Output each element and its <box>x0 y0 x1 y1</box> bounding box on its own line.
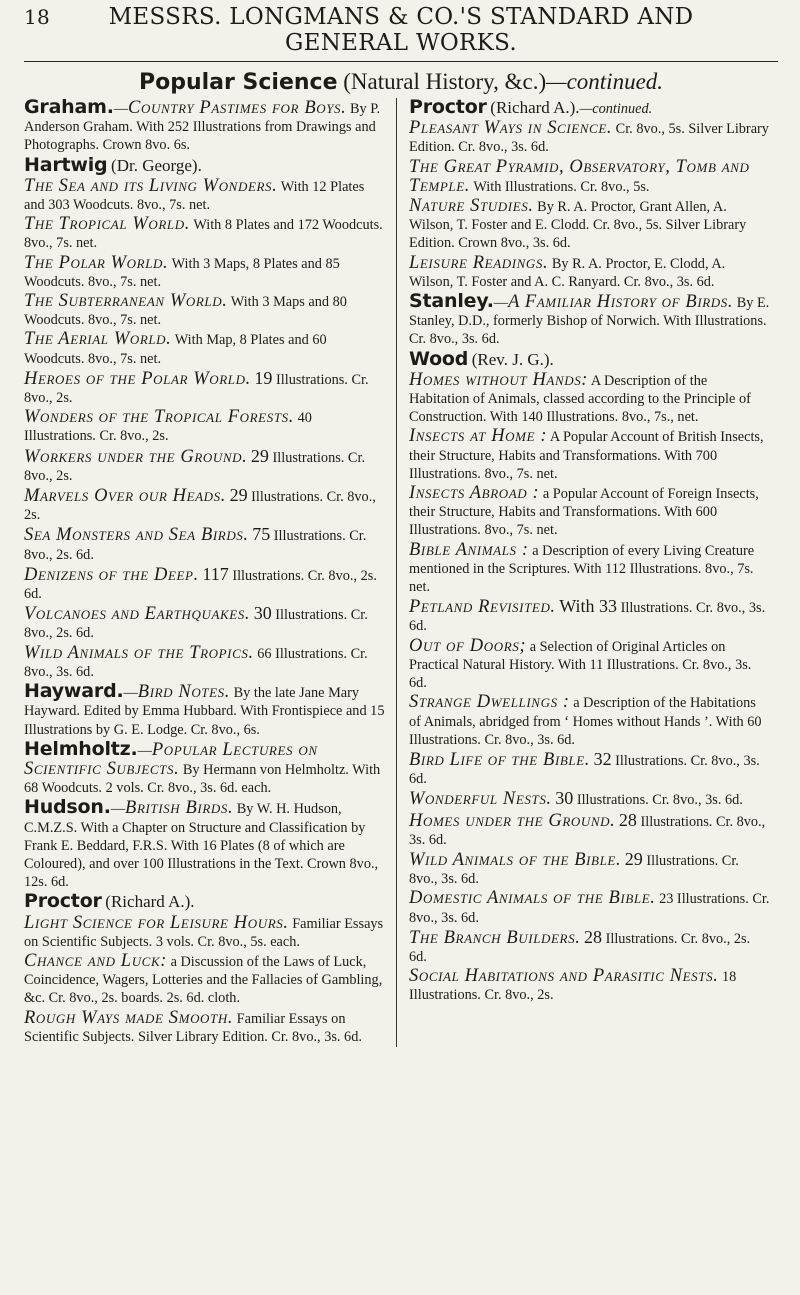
book-desc: With 3 Maps and 80 Woodcuts. 8vo., 7s. net. <box>24 294 347 329</box>
book-title: Domestic Animals of the Bible. <box>409 888 656 909</box>
book-title: The Sea and its Living Wonders. <box>24 175 278 196</box>
author-ext: (Dr. George). <box>111 155 202 175</box>
book-title: Insects at Home : <box>409 426 548 447</box>
book-entry <box>409 484 771 540</box>
book-list-proctor-cont <box>409 119 771 291</box>
book-title: Bird Life of the Bible. <box>409 749 591 770</box>
book-title: Denizens of the Deep. <box>24 564 199 585</box>
entry-proctor-author <box>24 892 386 912</box>
book-title: The Great Pyramid, Observatory, Tomb and Temple. <box>409 156 750 196</box>
book-desc: 23 Illustrations. Cr. 8vo., 3s. 6d. <box>409 891 770 926</box>
section-main: Popular Science <box>138 70 338 95</box>
book-list-wood <box>409 371 771 1005</box>
book-title: Workers under the Ground. <box>24 446 248 467</box>
book-title: Wonderful Nests. <box>409 789 552 810</box>
book-title: A Familiar History of Birds. <box>508 292 734 313</box>
book-entry <box>409 158 771 196</box>
book-entry <box>24 644 386 681</box>
book-entry <box>409 928 771 966</box>
book-desc: 40 Illustrations. Cr. 8vo., 2s. <box>24 410 312 445</box>
book-title: Homes under the Ground. <box>409 810 616 831</box>
book-title: British Birds. <box>125 798 234 819</box>
illustration-count: With 33 <box>559 596 618 617</box>
book-entry <box>409 850 771 888</box>
book-title: Popular Lectures on Scientific Subjects. <box>24 739 318 779</box>
book-desc: By R. A. Proctor, Grant Allen, A. Wilson, T. Foster and E. Clodd. Cr. 8vo., 5s. Silver Library Edition. Crown 8vo., 3s. 6d. <box>409 199 747 252</box>
book-title: Homes without Hands: <box>409 369 589 390</box>
book-list-proctor <box>24 914 386 1046</box>
right-column <box>397 98 771 1047</box>
entry-hartwig-author <box>24 153 386 176</box>
book-entry <box>24 177 386 214</box>
book-title: Pleasant Ways in Science. <box>409 118 613 139</box>
book-entry <box>409 371 771 427</box>
entry-helmholtz <box>24 737 386 798</box>
author-ext: (Rev. J. G.). <box>471 349 554 369</box>
book-desc: Illustrations. Cr. 8vo., 2s. 6d. <box>409 930 751 965</box>
illustration-count: 19 <box>254 367 273 388</box>
book-title: Light Science for Leisure Hours. <box>24 912 289 933</box>
book-entry <box>24 565 386 603</box>
author-name: Helmholtz. <box>24 737 138 760</box>
book-desc: A Description of the Habitation of Animals, classed according to the Principle of Construction. With 140 Illustrations. 8vo., 7s., net. <box>409 372 751 426</box>
book-desc: a Selection of Original Articles on Practical Natural History. With 11 Illustrations. Cr. 8vo., 3s. 6d. <box>409 638 752 692</box>
book-entry <box>409 637 771 693</box>
book-title: Out of Doors; <box>409 635 527 656</box>
illustration-count: 117 <box>202 563 229 584</box>
illustration-count: 29 <box>250 445 269 466</box>
book-desc: Illustrations. Cr. 8vo., 2s. <box>24 489 376 524</box>
book-desc: Illustrations. Cr. 8vo., 3s. 6d. <box>409 852 739 888</box>
book-desc: By the late Jane Mary Hayward. Edited by Emma Hubbard. With Frontispiece and 15 Illustrations by G. E. Lodge. Cr. 8vo., 6s. <box>24 685 385 738</box>
book-desc: With 3 Maps, 8 Plates and 85 Woodcuts. 8vo., 7s. net. <box>24 255 340 290</box>
book-entry <box>24 525 386 563</box>
author-name: Proctor <box>409 96 487 118</box>
entry-stanley <box>409 292 771 349</box>
illustration-count: 75 <box>252 524 271 545</box>
book-title: Insects Abroad : <box>409 483 540 504</box>
book-title: The Polar World. <box>24 252 169 273</box>
book-title: Country Pastimes for Boys. <box>128 98 347 118</box>
illustration-count: 30 <box>555 788 574 809</box>
book-desc: By E. Stanley, D.D., formerly Bishop of Norwich. With Illustrations. Cr. 8vo., 3s. 6d. <box>409 295 770 348</box>
book-desc: Illustrations. Cr. 8vo., 2s. 6d. <box>24 528 367 563</box>
book-title: Strange Dwellings : <box>409 692 570 713</box>
book-title: Sea Monsters and Sea Birds. <box>24 525 249 546</box>
author-name: Proctor <box>24 890 102 913</box>
running-header <box>24 4 778 62</box>
book-title: Volcanoes and Earthquakes. <box>24 604 251 625</box>
book-desc: With Illustrations. Cr. 8vo., 5s. <box>473 178 650 195</box>
book-entry <box>24 1009 386 1046</box>
book-desc: Illustrations. Cr. 8vo., 2s. <box>24 371 369 407</box>
book-entry <box>24 914 386 951</box>
section-continued: —continued. <box>546 69 664 94</box>
author-name: Stanley. <box>409 290 494 313</box>
book-entry <box>409 541 771 597</box>
book-desc: Illustrations. Cr. 8vo., 2s. 6d. <box>24 607 368 642</box>
book-entry <box>409 750 771 788</box>
book-list-hartwig <box>24 177 386 681</box>
author-name: Wood <box>409 347 469 370</box>
book-desc: Cr. 8vo., 5s. Silver Library Edition. Cr. 8vo., 3s. 6d. <box>409 121 769 156</box>
book-desc: Illustrations. Cr. 8vo., 3s. 6d. <box>409 813 766 848</box>
book-title: Petland Revisited. <box>409 597 556 618</box>
book-title: Social Habitations and Parasitic Nests. <box>409 966 719 987</box>
entry-proctor-cont-author <box>409 98 771 118</box>
book-desc: By P. Anderson Graham. With 252 Illustrations from Drawings and Photographs. Crown 8vo. 6s. <box>24 101 381 154</box>
book-desc: With Map, 8 Plates and 60 Woodcuts. 8vo., 7s. net. <box>24 332 327 367</box>
book-desc: Illustrations. Cr. 8vo., 2s. <box>24 449 366 484</box>
author-name: Hudson. <box>24 796 111 819</box>
illustration-count: 28 <box>618 809 637 830</box>
dash: — <box>113 101 129 117</box>
book-entry <box>24 254 386 291</box>
book-desc: Familiar Essays on Scientific Subjects. Silver Library Edition. Cr. 8vo., 3s. 6d. <box>24 1010 362 1045</box>
book-title: The Aerial World. <box>24 329 172 350</box>
book-desc: By Hermann von Helmholtz. With 68 Woodcuts. 2 vols. Cr. 8vo., 3s. 6d. each. <box>24 761 381 797</box>
book-desc: 18 Illustrations. Cr. 8vo., 2s. <box>409 969 737 1004</box>
book-title: The Tropical World. <box>24 214 190 235</box>
book-desc: Illustrations. Cr. 8vo., 3s. 6d. <box>409 600 766 635</box>
book-title: Wonders of the Tropical Forests. <box>24 407 294 428</box>
book-desc: Illustrations. Cr. 8vo., 3s. 6d. <box>576 792 743 809</box>
author-name: Hartwig <box>24 153 108 176</box>
continued-label: —continued. <box>579 101 653 117</box>
entry-graham <box>24 98 386 155</box>
book-desc: Familiar Essays on Scientific Subjects. 3 vols. Cr. 8vo., 5s. each. <box>24 915 384 950</box>
entry-hayward <box>24 682 386 739</box>
book-title: Leisure Readings. <box>409 252 549 273</box>
two-column-body <box>24 98 778 1047</box>
book-desc: a Discussion of the Laws of Luck, Coincidence, Wagers, Lotteries and the Fallacies of Gambling, &c. Cr. 8vo., 2s. boards. 2s. 6d. cloth. <box>24 953 383 1007</box>
entry-hudson <box>24 798 386 891</box>
running-title: MESSRS. LONGMANS & CO.'S STANDARD AND GENERAL WORKS. <box>108 4 694 56</box>
book-entry <box>24 952 386 1008</box>
entry-wood-author <box>409 347 771 370</box>
section-sub: (Natural History, &c.) <box>343 69 547 94</box>
author-name: Hayward. <box>24 680 124 703</box>
book-desc: a Description of the Habitations of Animals, abridged from ‘ Homes without Hands ’. With 60 Illustrations. Cr. 8vo., 3s. 6d. <box>409 695 762 748</box>
illustration-count: 29 <box>229 485 248 506</box>
book-entry <box>24 486 386 524</box>
book-entry <box>409 197 771 253</box>
book-desc: By R. A. Proctor, E. Clodd, A. Wilson, T. Foster and A. C. Ranyard. Cr. 8vo., 3s. 6d. <box>409 255 726 290</box>
dash: — <box>493 295 509 312</box>
book-desc: 66 Illustrations. Cr. 8vo., 3s. 6d. <box>24 645 368 680</box>
author-ext: (Richard A.). <box>490 98 580 117</box>
book-desc: With 8 Plates and 172 Woodcuts. 8vo., 7s. net. <box>24 217 383 252</box>
book-desc: With 12 Plates and 303 Woodcuts. 8vo., 7s. net. <box>24 178 365 214</box>
book-entry <box>409 597 771 635</box>
book-entry <box>409 967 771 1004</box>
book-title: Chance and Luck: <box>24 950 167 971</box>
book-entry <box>24 292 386 329</box>
book-entry <box>409 693 771 749</box>
book-entry <box>24 604 386 642</box>
book-entry <box>409 254 771 291</box>
author-name: Graham. <box>24 96 114 118</box>
book-desc: Illustrations. Cr. 8vo., 2s. 6d. <box>24 567 377 603</box>
book-title: Heroes of the Polar World. <box>24 368 251 389</box>
book-title: Bird Notes. <box>137 682 231 703</box>
book-entry <box>24 330 386 367</box>
page-number: 18 <box>24 5 51 29</box>
book-entry <box>409 811 771 849</box>
dash: — <box>110 801 126 818</box>
book-desc: a Description of every Living Creature mentioned in the Scriptures. With 112 Illustrations. 8vo., 7s. net. <box>409 542 755 596</box>
book-desc: A Popular Account of British Insects, their Structure, Habits and Transformations. With 700 Illustrations. 8vo., 7s. net. <box>409 429 764 482</box>
book-title: Rough Ways made Smooth. <box>24 1007 234 1028</box>
book-desc: a Popular Account of Foreign Insects, their Structure, Habits and Transformations. With 600 Illustrations. 8vo., 7s. net. <box>409 486 759 539</box>
book-entry <box>409 889 771 926</box>
book-title: The Branch Builders. <box>409 927 581 948</box>
book-title: The Subterranean World. <box>24 291 228 312</box>
illustration-count: 32 <box>593 748 612 769</box>
illustration-count: 28 <box>584 926 603 947</box>
book-desc: Illustrations. Cr. 8vo., 3s. 6d. <box>409 752 760 788</box>
book-title: Bible Animals : <box>409 539 529 560</box>
book-title: Wild Animals of the Tropics. <box>24 642 254 663</box>
book-desc: By W. H. Hudson, C.M.Z.S. With a Chapter on Structure and Classification by Frank E. Beddard, F.R.S. With 16 Plates (8 of which are Coloured), and over 100 Illustrations in the Text. Crown 8vo., 12s. 6d. <box>24 801 379 891</box>
book-entry <box>409 789 771 809</box>
book-entry <box>24 215 386 252</box>
dash: — <box>137 742 152 759</box>
dash: — <box>123 685 138 702</box>
book-title: Marvels Over our Heads. <box>24 486 226 507</box>
book-entry <box>409 427 771 483</box>
illustration-count: 30 <box>253 603 272 624</box>
book-title: Nature Studies. <box>409 196 534 217</box>
book-entry <box>24 369 386 407</box>
book-title: Wild Animals of the Bible. <box>409 849 622 870</box>
section-heading <box>24 69 778 95</box>
illustration-count: 29 <box>624 848 643 869</box>
book-entry <box>409 119 771 156</box>
left-column <box>24 98 397 1047</box>
author-ext: (Richard A.). <box>105 892 195 912</box>
book-entry <box>24 447 386 485</box>
book-entry <box>24 408 386 445</box>
